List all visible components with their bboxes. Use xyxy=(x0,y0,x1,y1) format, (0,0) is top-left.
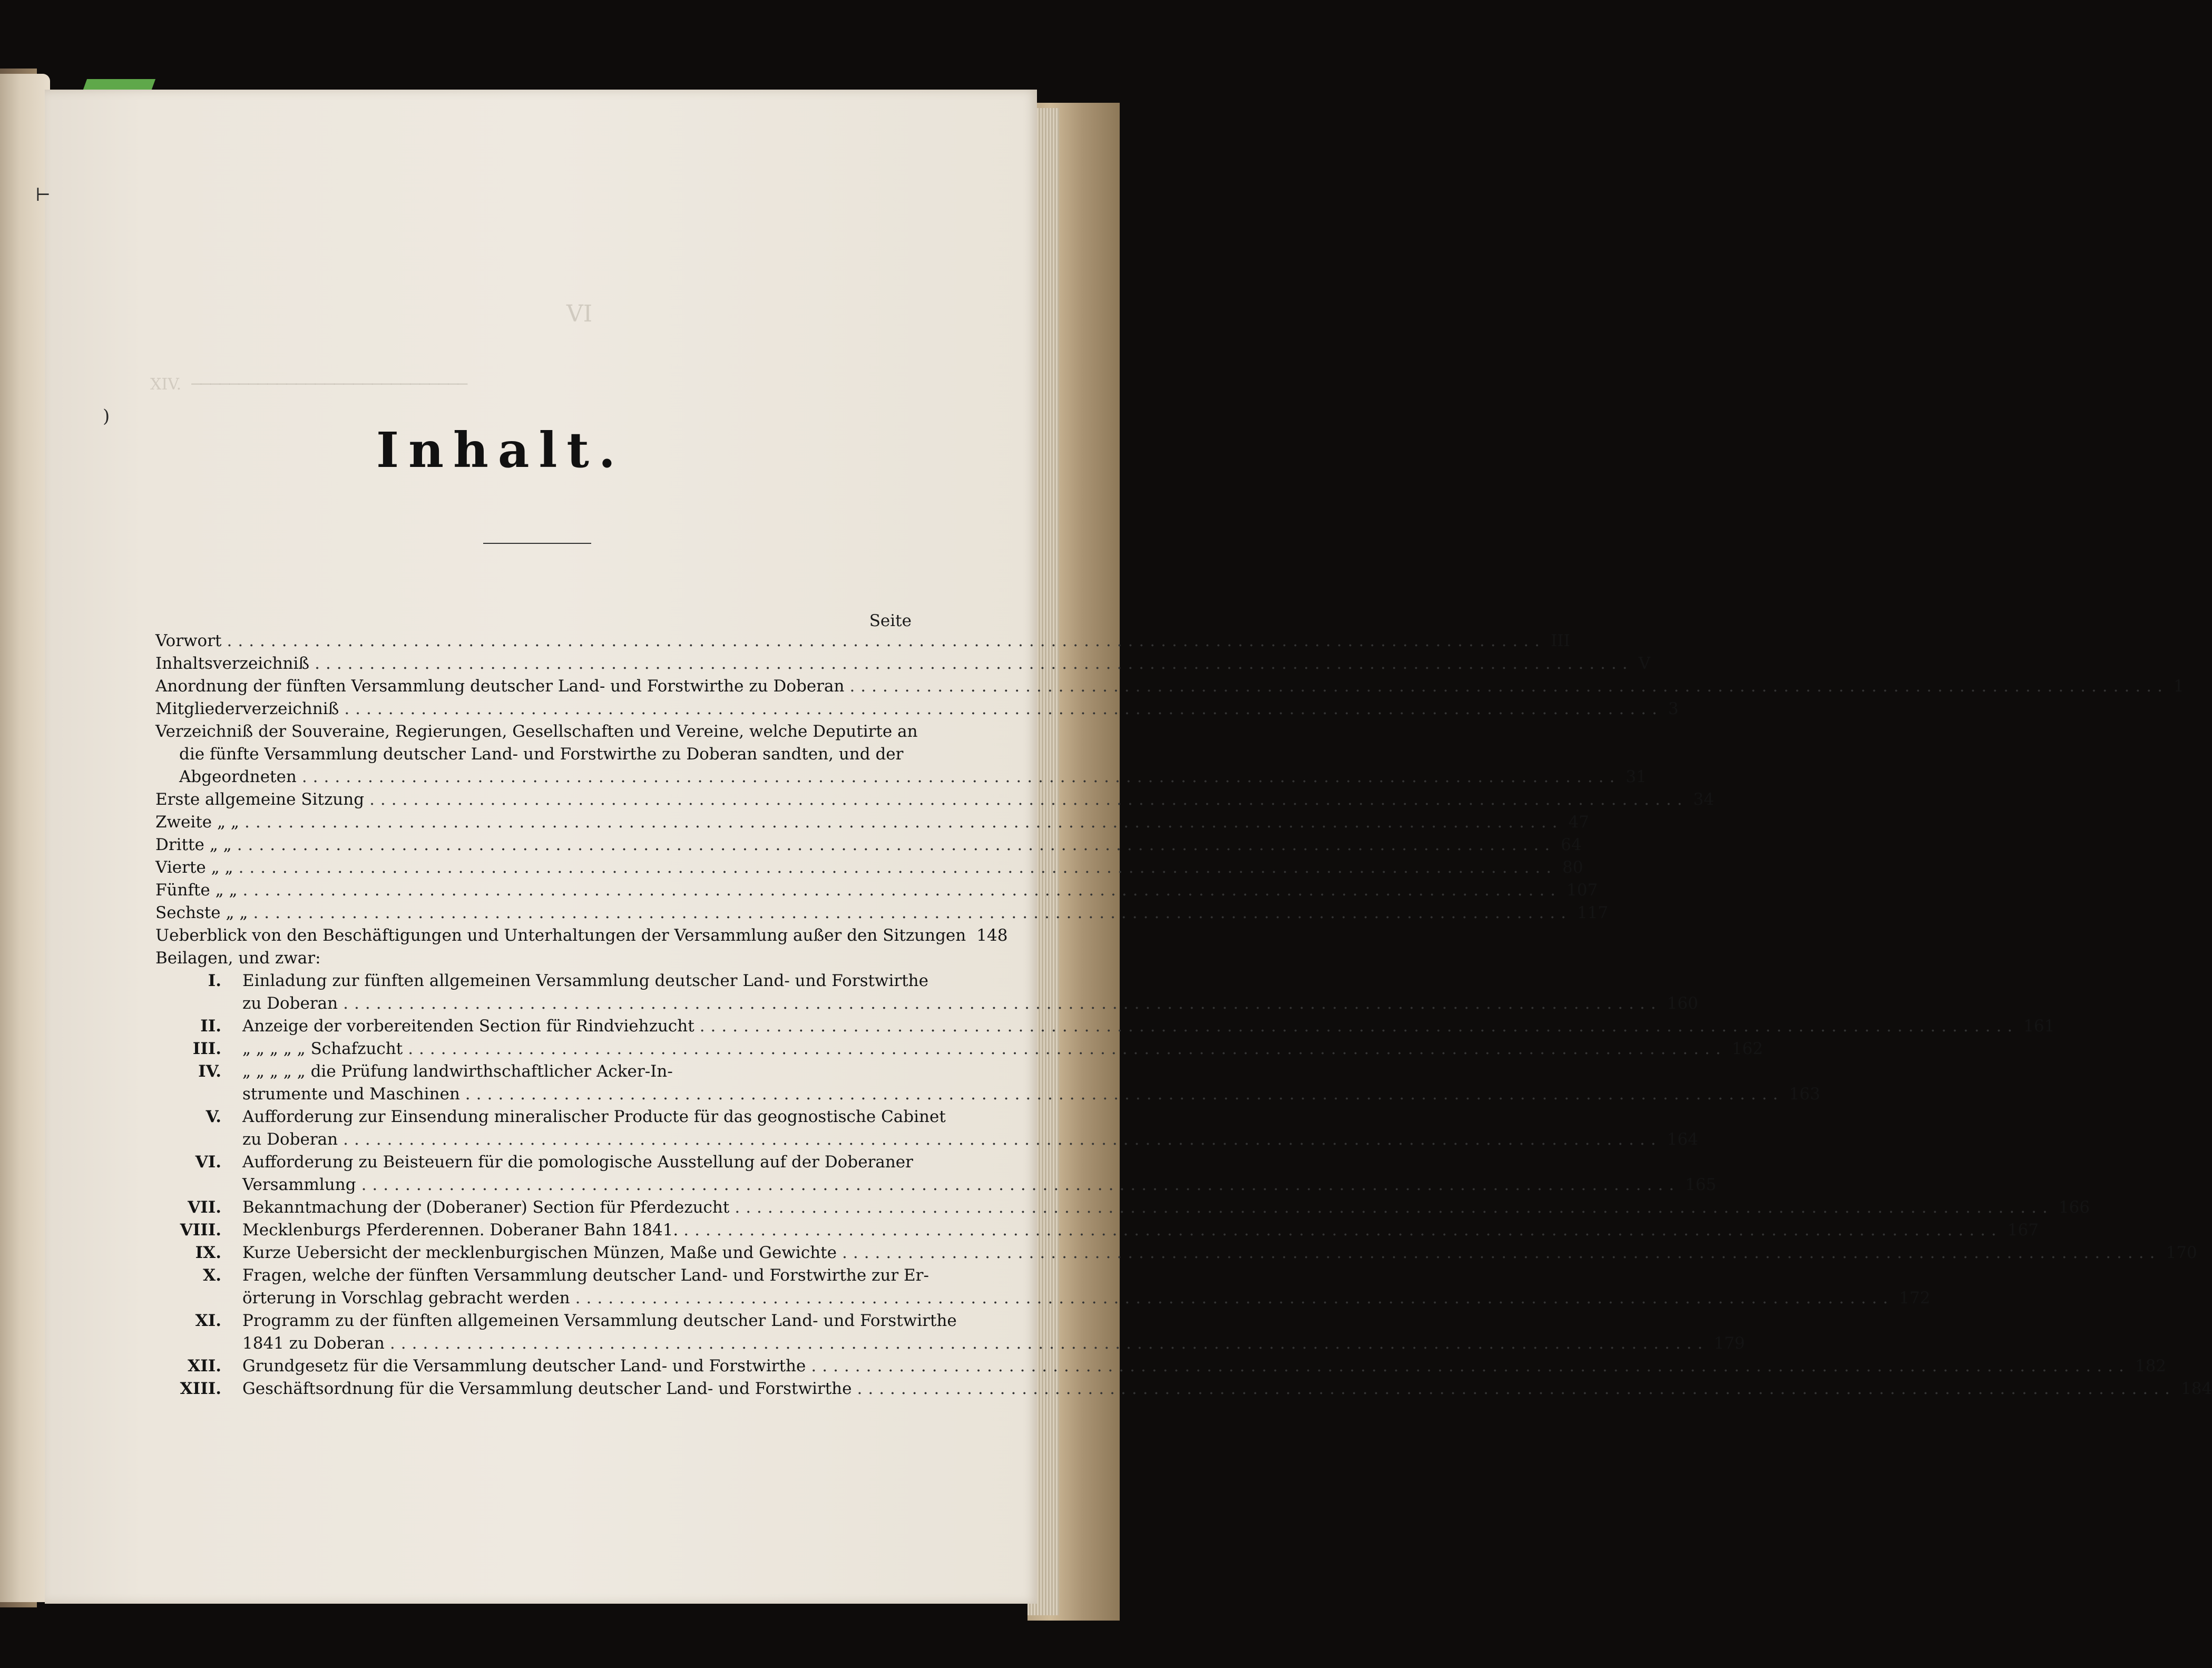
margin-mark: ⊢ xyxy=(35,184,51,206)
toc-entry-title: Erste allgemeine Sitzung xyxy=(155,790,365,809)
toc-entry-title: Mecklenburgs Pferderennen. Doberaner Bahn 1841. xyxy=(242,1221,679,1240)
toc-entry-title: Sechste „ „ xyxy=(155,903,248,922)
appendix-number: VI. xyxy=(195,1153,221,1172)
toc-entry-page: 64 xyxy=(1561,835,1582,854)
toc-entry-title: Abgeordneten xyxy=(179,767,297,786)
toc-entry-title: Vorwort xyxy=(155,631,222,650)
page-column-header: Seite xyxy=(869,611,912,630)
dot-leader: ........................................................................................................................ xyxy=(369,790,1688,809)
appendix-number: V. xyxy=(205,1107,221,1126)
toc-entry-title: „ „ „ „ „ die Prüfung landwirthschaftlicher Acker-In- xyxy=(242,1062,673,1081)
toc-entry xyxy=(155,722,918,744)
appendix-number: VII. xyxy=(188,1198,221,1217)
toc-entry xyxy=(179,745,912,767)
appendix-number: XIII. xyxy=(180,1379,221,1398)
toc-entry-page: 161 xyxy=(2023,1017,2055,1036)
toc-entry xyxy=(242,1039,1763,1061)
appendix-number: X. xyxy=(203,1266,221,1285)
toc-entry-page: 34 xyxy=(1693,790,1714,809)
dot-leader: ........................................................................................................................ xyxy=(315,654,1633,673)
dot-leader: ........................................................................................................................ xyxy=(344,699,1663,718)
toc-entry xyxy=(242,1085,1821,1107)
toc-entry-page: 1 xyxy=(2173,677,2184,696)
toc-entry-page: 167 xyxy=(2007,1221,2039,1240)
toc-entry-title: Bekanntmachung der (Doberaner) Section für Pferdezucht xyxy=(242,1198,730,1217)
dot-leader: ........................................................................................................................ xyxy=(389,1334,1709,1353)
appendix-number: II. xyxy=(200,1017,221,1036)
dot-leader: ........................................................................................................................ xyxy=(227,631,1545,650)
toc-entry-page: 182 xyxy=(2135,1357,2167,1376)
toc-entry xyxy=(242,1379,2212,1401)
toc-entry xyxy=(242,1289,1931,1311)
dot-leader: ........................................................................................................................ xyxy=(857,1379,2176,1398)
toc-entry-page: 117 xyxy=(1577,903,1609,922)
toc-entry-page: 165 xyxy=(1685,1175,1717,1194)
toc-entry xyxy=(155,858,1583,880)
toc-entry xyxy=(242,994,1698,1016)
toc-entry-title: Dritte „ „ xyxy=(155,835,232,854)
toc-entry xyxy=(242,1311,957,1333)
appendix-number: IX. xyxy=(195,1243,221,1262)
toc-entry xyxy=(155,631,1570,653)
toc-entry-title: Verzeichniß der Souveraine, Regierungen, Gesellschaften und Vereine, welche Deputirte an xyxy=(155,722,918,741)
appendix-number: XI. xyxy=(195,1311,221,1330)
toc-entry-page: 172 xyxy=(1899,1289,1931,1308)
toc-entry-title: Fünfte „ „ xyxy=(155,881,238,900)
toc-entry-title: Aufforderung zu Beisteuern für die pomologische Ausstellung auf der Doberaner xyxy=(242,1153,913,1172)
toc-entry xyxy=(242,1153,912,1175)
margin-mark: ) xyxy=(103,406,110,427)
ghost-page-number: VI xyxy=(566,300,593,327)
toc-entry xyxy=(242,1062,912,1084)
toc-entry-title: Fragen, welche der fünften Versammlung deutscher Land- und Forstwirthe zur Er- xyxy=(242,1266,929,1285)
toc-entry xyxy=(242,1266,929,1288)
dot-leader: ........................................................................................................................ xyxy=(244,813,1563,832)
toc-entry-title: 1841 zu Doberan xyxy=(242,1334,385,1353)
toc-entry-title: Grundgesetz für die Versammlung deutscher Land- und Forstwirthe xyxy=(242,1357,806,1376)
toc-entry-title: Zweite „ „ xyxy=(155,813,239,832)
toc-entry xyxy=(155,790,1714,812)
toc-entry-page: III xyxy=(1550,631,1570,650)
toc-entry-title: Mitgliederverzeichniß xyxy=(155,699,339,718)
dot-leader: ........................................................................................................................ xyxy=(465,1085,1784,1104)
toc-entry xyxy=(179,767,1647,789)
toc-entry-title: Ueberblick von den Beschäftigungen und Unterhaltungen der Versammlung außer den Sitzungen xyxy=(155,926,966,945)
toc-entry xyxy=(242,1243,2197,1265)
show-through-text: XIV. ───────────────────────────── xyxy=(150,375,468,394)
toc-entry-page: 148 xyxy=(976,926,1008,945)
appendix-number: VIII. xyxy=(180,1221,221,1240)
dot-leader: ........................................................................................................................ xyxy=(849,677,2168,696)
dot-leader: ........................................................................................................................ xyxy=(841,1243,2161,1262)
toc-entry xyxy=(242,1130,1698,1152)
dot-leader: ........................................................................................................................ xyxy=(575,1289,1894,1308)
toc-entry-title: Beilagen, und zwar: xyxy=(155,949,321,968)
toc-entry xyxy=(242,1221,2039,1243)
dot-leader: ........................................................................................................................ xyxy=(735,1198,2053,1217)
toc-entry-page: 170 xyxy=(2166,1243,2197,1262)
toc-entry-page: V xyxy=(1638,654,1650,673)
appendix-number: I. xyxy=(208,971,221,990)
toc-entry-title: Vierte „ „ xyxy=(155,858,233,877)
toc-entry-page: 179 xyxy=(1714,1334,1745,1353)
toc-entry-page: 184 xyxy=(2180,1379,2212,1398)
toc-entry xyxy=(155,926,1008,948)
toc-entry-page: 162 xyxy=(1731,1039,1763,1058)
toc-entry-page: 47 xyxy=(1568,813,1589,832)
toc-entry xyxy=(155,654,1650,676)
toc-entry-page: 107 xyxy=(1567,881,1598,900)
toc-entry-title: die fünfte Versammlung deutscher Land- und Forstwirthe zu Doberan sandten, und der xyxy=(179,745,904,764)
page-title: Inhalt. xyxy=(376,422,625,479)
toc-entry-page: 166 xyxy=(2058,1198,2090,1217)
toc-entry xyxy=(155,813,1589,835)
dot-leader: ........................................................................................................................ xyxy=(238,858,1558,877)
toc-entry-title: Aufforderung zur Einsendung mineralischer Producte für das geognostische Cabinet xyxy=(242,1107,946,1126)
toc-entry xyxy=(155,699,1679,721)
toc-entry-page: 160 xyxy=(1667,994,1698,1013)
dot-leader: ........................................................................................................................ xyxy=(343,1130,1662,1149)
toc-entry xyxy=(155,881,1598,903)
dot-leader: ........................................................................................................................ xyxy=(301,767,1621,786)
toc-entry-title: strumente und Maschinen xyxy=(242,1085,460,1104)
dot-leader: ........................................................................................................................ xyxy=(343,994,1662,1013)
toc-entry xyxy=(242,1334,1745,1356)
toc-entry-title: Versammlung xyxy=(242,1175,356,1194)
toc-entry-title: Programm zu der fünften allgemeinen Versammlung deutscher Land- und Forstwirthe xyxy=(242,1311,957,1330)
toc-entry-title: Einladung zur fünften allgemeinen Versammlung deutscher Land- und Forstwirthe xyxy=(242,971,928,990)
toc-entry-page: 31 xyxy=(1626,767,1647,786)
dot-leader: ........................................................................................................................ xyxy=(253,903,1572,922)
toc-entry xyxy=(155,835,1582,857)
toc-entry xyxy=(242,1175,1717,1197)
toc-entry-title: zu Doberan xyxy=(242,1130,338,1149)
dot-leader: ........................................................................................................................ xyxy=(237,835,1556,854)
toc-entry xyxy=(242,1107,946,1129)
toc-entry-page: 3 xyxy=(1668,699,1679,718)
dot-leader: ........................................................................................................................ xyxy=(361,1175,1680,1194)
toc-entry-page: 80 xyxy=(1562,858,1583,877)
toc-entry xyxy=(155,903,1609,925)
toc-entry xyxy=(242,1198,2090,1220)
toc-entry xyxy=(155,677,2184,699)
appendix-number: IV. xyxy=(198,1062,221,1081)
toc-entry-page: 164 xyxy=(1667,1130,1698,1149)
dot-leader: ........................................................................................................................ xyxy=(242,881,1562,900)
toc-entry xyxy=(242,1017,2055,1039)
dot-leader: ........................................................................................................................ xyxy=(699,1017,2019,1036)
appendix-number: III. xyxy=(192,1039,221,1058)
dot-leader: ........................................................................................................................ xyxy=(811,1357,2130,1376)
dot-leader: ........................................................................................................................ xyxy=(683,1221,2002,1240)
toc-entry-title: Geschäftsordnung für die Versammlung deutscher Land- und Forstwirthe xyxy=(242,1379,852,1398)
toc-entry xyxy=(242,971,928,993)
toc-entry-title: zu Doberan xyxy=(242,994,338,1013)
appendix-number: XII. xyxy=(188,1357,221,1376)
toc-entry-title: Anordnung der fünften Versammlung deutscher Land- und Forstwirthe zu Doberan xyxy=(155,677,845,696)
toc-entry-title: Kurze Uebersicht der mecklenburgischen Münzen, Maße und Gewichte xyxy=(242,1243,837,1262)
toc-entry-title: „ „ „ „ „ Schafzucht xyxy=(242,1039,403,1058)
toc-entry-title: Anzeige der vorbereitenden Section für Rindviehzucht xyxy=(242,1017,694,1036)
toc-entry-title: Inhaltsverzeichniß xyxy=(155,654,310,673)
dot-leader: ........................................................................................................................ xyxy=(408,1039,1727,1058)
toc-entry-title: örterung in Vorschlag gebracht werden xyxy=(242,1289,570,1308)
toc-entry xyxy=(155,949,912,971)
toc-entry xyxy=(242,1357,2167,1379)
toc-entry-page: 163 xyxy=(1789,1085,1821,1104)
